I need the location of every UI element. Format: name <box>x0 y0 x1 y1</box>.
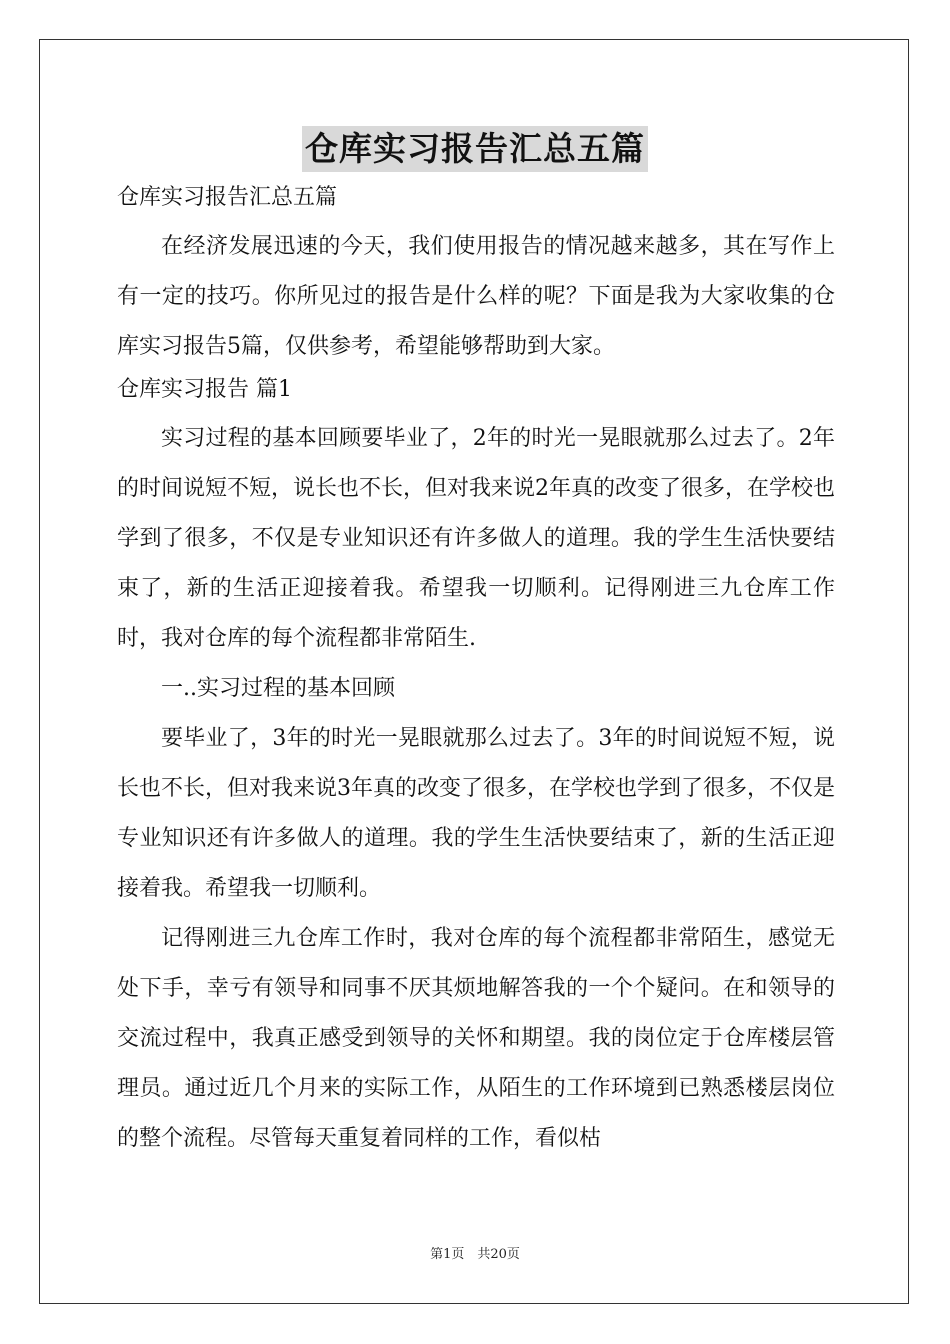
sub-heading: 一..实习过程的基本回顾 <box>161 676 395 701</box>
section-heading: 仓库实习报告 篇1 <box>117 377 292 402</box>
page-footer: 第1页 共20页 <box>430 1247 520 1262</box>
title-wrap <box>0 126 950 172</box>
document-subtitle: 仓库实习报告汇总五篇 <box>117 185 338 210</box>
paragraph-1: 实习过程的基本回顾要毕业了，2年的时光一晃眼就那么过去了。2年的时间说短不短，说长也不长，但对我来说2年真的改变了很多，在学校也学到了很多，不仅是专业知识还有许多做人的道理。我的学生生活快要结束了，新的生活正迎接着我。希望我一切顺利。记得刚进三九仓库工作时，我对仓库的每个流程都非常陌生. <box>117 426 835 651</box>
document-title: 仓库实习报告汇总五篇 <box>302 126 648 172</box>
paragraph-2: 要毕业了，3年的时光一晃眼就那么过去了。3年的时间说短不短，说长也不长，但对我来说3年真的改变了很多，在学校也学到了很多，不仅是专业知识还有许多做人的道理。我的学生生活快要结束了，新的生活正迎接着我。希望我一切顺利。 <box>117 726 835 901</box>
intro-paragraph: 在经济发展迅速的今天，我们使用报告的情况越来越多，其在写作上有一定的技巧。你所见过的报告是什么样的呢？下面是我为大家收集的仓库实习报告5篇，仅供参考，希望能够帮助到大家。 <box>117 234 835 359</box>
paragraph-3: 记得刚进三九仓库工作时，我对仓库的每个流程都非常陌生，感觉无处下手，幸亏有领导和同事不厌其烦地解答我的一个个疑问。在和领导的交流过程中，我真正感受到领导的关怀和期望。我的岗位定于仓库楼层管理员。通过近几个月来的实际工作，从陌生的工作环境到已熟悉楼层岗位的整个流程。尽管每天重复着同样的工作，看似枯 <box>117 926 835 1151</box>
document-body <box>117 182 835 1164</box>
